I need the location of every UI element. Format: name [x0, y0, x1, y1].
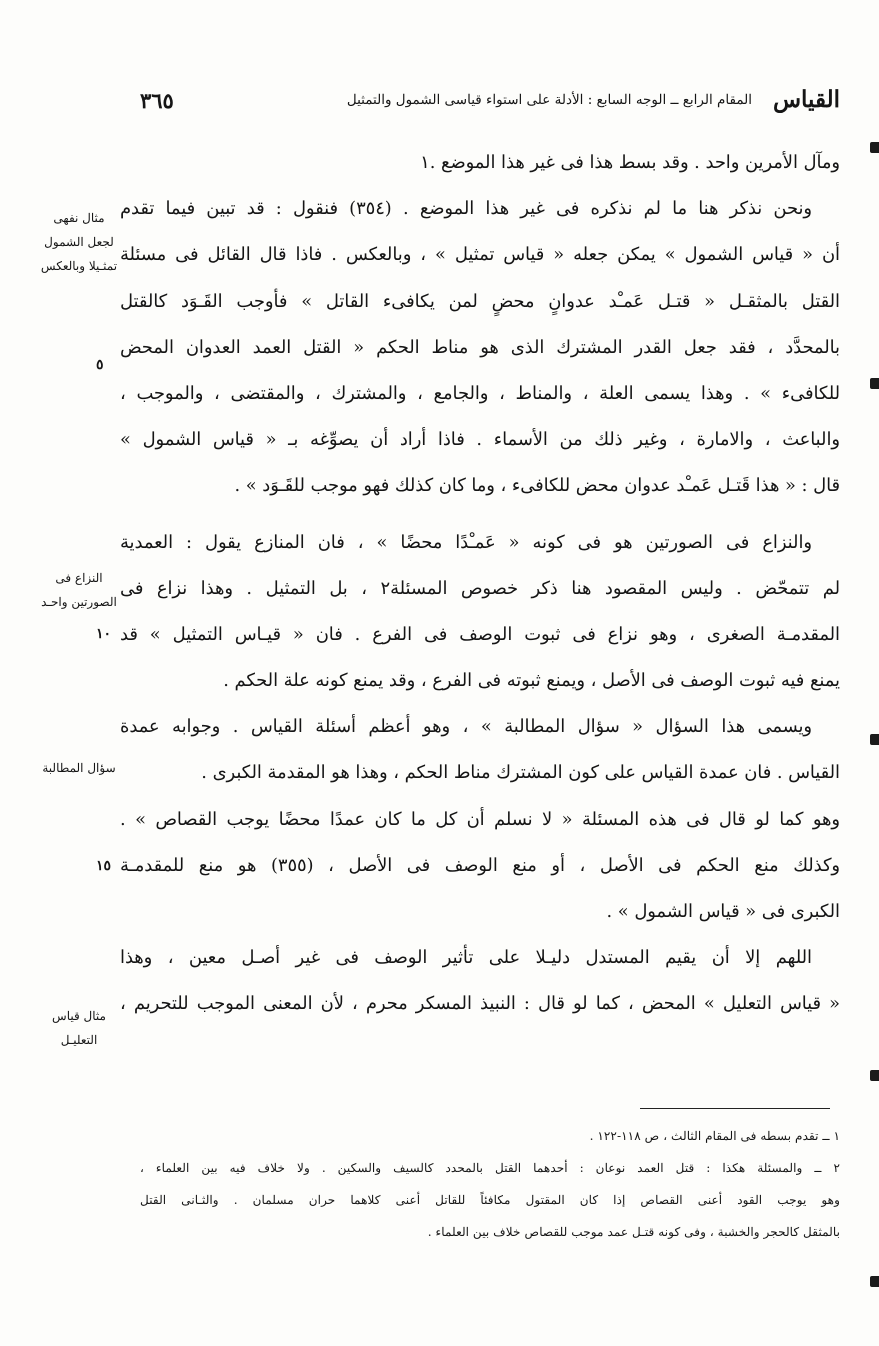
text-line: « قياس التعليل » المحض ، كما لو قال : النبيذ المسكر محرم ، لأن المعنى الموجب للتحريم ، [120, 993, 840, 1015]
text-line: قال : « هذا قَتـل عَمـْد عدوان محض للكافىء ، وما كان كذلك فهو موجب للقَـوَد » . [234, 475, 840, 497]
margin-note: مثال نفهى لجعل الشمول تمثـيلا وبالعكس [40, 211, 118, 273]
text-line: القتل بالمثقـل « قتـل عَمـْد عدوانٍ محضٍ لمن يكافىء القاتل » فأوجب القَـوَد كالقتل [120, 290, 840, 312]
header-subtitle: المقام الرابع ــ الوجه السابع : الأدلة على استواء قياسى الشمول والتمثيل [346, 92, 752, 108]
text-line: أن « قياس الشمول » يمكن جعله « قياس تمثيل » ، وبالعكس . فاذا قال القائل فى مسئلة [120, 244, 840, 266]
text-line: وكذلك منع الحكم فى الأصل ، أو منع الوصف فى الأصل ، (٣٥٥) هو منع للمقدمـة [120, 854, 840, 876]
margin-note: مثال قياس التعليـل [52, 1009, 106, 1047]
line-number: ١٥ [96, 858, 112, 874]
text-line: القياس . فان عمدة القياس على كون المشترك مناط الحكم ، وهذا هو المقدمة الكبرى . [201, 762, 840, 784]
text-line: ومآل الأمرين واحد . وقد بسط هذا فى غير هذا الموضع .١ [420, 152, 840, 173]
text-line: لم تتمحّض . وليس المقصود هنا ذكر خصوص المسئلة٢ ، بل التمثيل . وهذا نزاع فى [120, 577, 840, 599]
footnote: ٢ ــ والمسئلة هكذا : قتل العمد نوعان : أحدهما القتل بالمحدد كالسيف والسكين . ولا خلاف فيه بين العلماء ، [140, 1161, 840, 1175]
text-line: اللهم إلا أن يقيم المستدل دليـلا على تأثير الوصف فى غير أصـل معين ، وهذا [120, 947, 812, 969]
header-title: القياس [772, 86, 840, 113]
footnote: وهو يوجب القود أعنى القصاص إذا كان المقتول مكافئاً للقاتل أعنى كلاهما حران مسلمان . والثـانى القتل [140, 1193, 840, 1207]
edge-mark [870, 1276, 879, 1287]
line-number: ١٠ [96, 626, 112, 642]
text-line: بالمحدَّد ، فقد جعل القدر المشترك الذى هو مناط الحكم « القتل العمد العدوان المحض [120, 336, 840, 358]
text-line: الكبرى فى « قياس الشمول » . [606, 901, 840, 922]
text-line: والباعث ، والامارة ، وغير ذلك من الأسماء . فاذا أراد أن يصوِّغه بـ « قياس الشمول » [120, 429, 840, 451]
text-line: المقدمـة الصغرى ، وهو نزاع فى ثبوت الوصف فى الفرع . فان « قيـاس التمثيل » قد [120, 623, 840, 645]
footnote-separator [640, 1108, 830, 1109]
text-line: ويسمى هذا السؤال « سؤال المطالبة » ، وهو أعظم أسئلة القياس . وجوابه عمدة [120, 716, 813, 738]
footnote: ١ ــ تقدم بسطه فى المقام الثالث ، ص ١١٨-١٢٢ . [589, 1129, 840, 1143]
edge-mark [870, 378, 879, 389]
footnote: بالمثقل كالحجر والخشبة ، وفى كونه قتـل عمد موجب للقصاص خلاف بين العلماء . [427, 1225, 840, 1239]
text-line: ونحن نذكر هنا ما لم نذكره فى غير هذا الموضع . (٣٥٤) فنقول : قد تبين فيما تقدم [120, 198, 812, 220]
page-number: ٣٦٥ [140, 88, 174, 113]
margin-note: سؤال المطالبة [42, 761, 116, 775]
footnotes [140, 1120, 840, 1248]
line-number: ٥ [96, 357, 104, 373]
text-line: للكافىء » . وهذا يسمى العلة ، والمناط ، والجامع ، والمشترك ، والمقتضى ، والموجب ، [120, 382, 840, 404]
text-line: يمنع فيه ثبوت الوصف فى الأصل ، ويمنع ثبوته فى الفرع ، وقد يمنع كونه علة الحكم . [223, 670, 840, 692]
edge-mark [870, 734, 879, 745]
text-line: والنزاع فى الصورتين هو فى كونه « عَمـْدًا محضًا » ، فان المنازع يقول : العمدية [120, 531, 812, 553]
running-header [140, 86, 840, 126]
edge-mark [870, 142, 879, 153]
text-line: وهو كما لو قال فى هذه المسئلة « لا نسلم أن كل ما كان عمدًا محضًا يوجب القصاص » . [120, 808, 840, 830]
body-text [120, 140, 840, 1028]
margin-note: النزاع فى الصورتين واحـد [41, 571, 117, 609]
edge-mark [870, 1070, 879, 1081]
